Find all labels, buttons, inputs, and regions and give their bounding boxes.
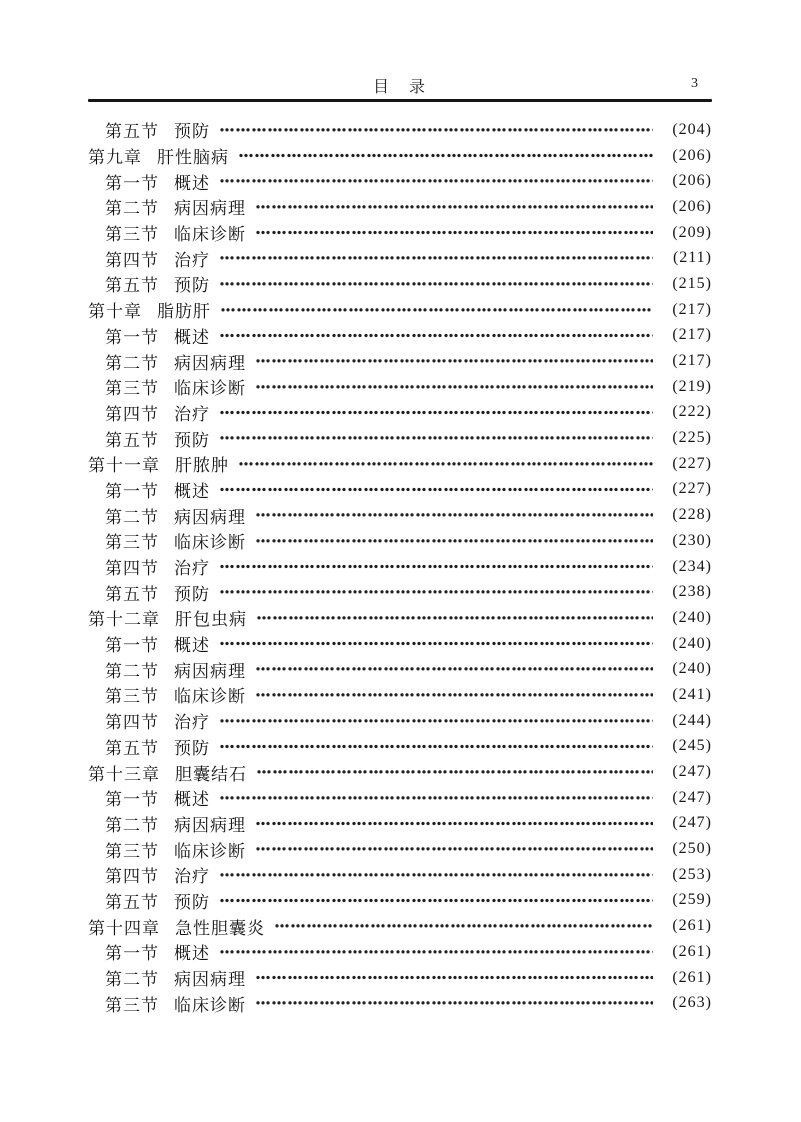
toc-entry-label: 第三节 <box>105 995 159 1015</box>
page-title: 目 录 <box>372 79 427 96</box>
dot-leader <box>255 502 653 528</box>
dot-leader <box>255 836 653 862</box>
toc-entry-title: 临床诊断 <box>174 379 246 399</box>
toc-entry-label: 第二节 <box>105 661 159 681</box>
dot-leader <box>219 271 653 297</box>
toc-entry-label: 第十二章 <box>88 610 160 630</box>
dot-leader <box>219 579 653 605</box>
toc-entry-page: (240) <box>672 608 712 626</box>
toc-entry-title: 预防 <box>174 276 210 296</box>
toc-entry-title: 概述 <box>174 173 210 193</box>
toc-entry-page: (211) <box>672 249 712 267</box>
toc-entry <box>88 785 712 811</box>
toc-entry-page: (261) <box>672 917 712 935</box>
dot-leader <box>219 785 653 811</box>
toc-entry-title: 治疗 <box>174 713 210 733</box>
dot-leader <box>219 425 653 451</box>
toc-entry <box>88 477 712 503</box>
toc-entry <box>88 502 712 528</box>
toc-entry-label: 第二节 <box>105 970 159 990</box>
dot-leader <box>256 759 653 785</box>
toc-entry-page: (225) <box>672 429 712 447</box>
toc-entry-page: (215) <box>672 274 712 292</box>
toc-entry <box>88 143 712 169</box>
dot-leader <box>219 477 653 503</box>
toc-entry-page: (259) <box>672 891 712 909</box>
toc-entry-title: 预防 <box>174 430 210 450</box>
toc-entry-label: 第四节 <box>105 867 159 887</box>
toc-entry <box>88 245 712 271</box>
dot-leader <box>255 528 653 554</box>
dot-leader <box>219 862 653 888</box>
dot-leader <box>219 168 653 194</box>
toc-entry-title: 概述 <box>174 481 210 501</box>
toc-entry-label: 第五节 <box>105 738 159 758</box>
toc-entry <box>88 605 712 631</box>
toc-entry-label: 第一节 <box>105 790 159 810</box>
toc-entry <box>88 682 712 708</box>
toc-entry <box>88 939 712 965</box>
toc-entry-label: 第一节 <box>105 944 159 964</box>
dot-leader <box>238 451 653 477</box>
dot-leader <box>255 656 653 682</box>
toc-entry <box>88 168 712 194</box>
toc-entry-label: 第五节 <box>105 276 159 296</box>
toc-entry-label: 第十一章 <box>88 456 160 476</box>
toc-entry <box>88 836 712 862</box>
dot-leader <box>219 708 653 734</box>
toc-entry-label: 第一节 <box>105 173 159 193</box>
toc-entry-title: 病因病理 <box>174 353 246 373</box>
toc-entry-title: 概述 <box>174 790 210 810</box>
dot-leader <box>219 323 653 349</box>
toc-entry <box>88 734 712 760</box>
toc-entry <box>88 400 712 426</box>
toc-entry-label: 第九章 <box>88 148 142 168</box>
dot-leader <box>219 554 653 580</box>
toc-entry-page: (247) <box>672 763 712 781</box>
toc-entry-page: (250) <box>672 840 712 858</box>
dot-leader <box>219 245 653 271</box>
toc-entry-label: 第一节 <box>105 636 159 656</box>
toc-entry-label: 第四节 <box>105 250 159 270</box>
toc-entry-label: 第四节 <box>105 404 159 424</box>
toc-entry-label: 第四节 <box>105 559 159 579</box>
toc-entry <box>88 528 712 554</box>
toc-entry <box>88 451 712 477</box>
dot-leader <box>219 631 653 657</box>
toc-entry <box>88 579 712 605</box>
toc-entry-page: (240) <box>672 660 712 678</box>
toc-entry-title: 概述 <box>174 636 210 656</box>
dot-leader <box>219 734 653 760</box>
toc-entry-page: (253) <box>672 865 712 883</box>
dot-leader <box>255 374 653 400</box>
toc-entry-label: 第三节 <box>105 225 159 245</box>
toc-entry-page: (206) <box>672 197 712 215</box>
toc-entry-label: 第五节 <box>105 892 159 912</box>
dot-leader <box>219 939 653 965</box>
toc-entry-page: (240) <box>672 634 712 652</box>
toc-entry-page: (228) <box>672 506 712 524</box>
toc-entry <box>88 656 712 682</box>
toc-entry <box>88 348 712 374</box>
toc-entry <box>88 374 712 400</box>
toc-entry-title: 胆囊结石 <box>175 764 247 784</box>
toc-entry-title: 临床诊断 <box>174 995 246 1015</box>
toc-entry-title: 治疗 <box>174 867 210 887</box>
toc-entry-title: 病因病理 <box>174 815 246 835</box>
toc-entry-page: (222) <box>672 403 712 421</box>
toc-entry-title: 肝性脑病 <box>157 148 229 168</box>
toc-entry-title: 临床诊断 <box>174 841 246 861</box>
toc-entry <box>88 220 712 246</box>
toc-entry-page: (217) <box>672 352 712 370</box>
toc-entry <box>88 323 712 349</box>
page-header <box>88 74 712 96</box>
header-rule <box>88 99 712 102</box>
dot-leader <box>255 811 653 837</box>
toc-entry-title: 治疗 <box>174 250 210 270</box>
toc-entry-page: (263) <box>672 994 712 1012</box>
toc-entry-label: 第一节 <box>105 481 159 501</box>
toc-entry-page: (204) <box>672 120 712 138</box>
toc-entry-title: 临床诊断 <box>174 225 246 245</box>
toc-entry <box>88 194 712 220</box>
toc-entry <box>88 990 712 1016</box>
toc-entry-title: 病因病理 <box>174 199 246 219</box>
toc-entry-page: (261) <box>672 942 712 960</box>
toc-entry-title: 预防 <box>174 584 210 604</box>
toc-entry-page: (227) <box>672 480 712 498</box>
dot-leader <box>274 913 653 939</box>
toc-entry-label: 第三节 <box>105 379 159 399</box>
dot-leader <box>255 682 653 708</box>
toc-entry <box>88 631 712 657</box>
toc-entry <box>88 759 712 785</box>
toc-entry <box>88 708 712 734</box>
toc-entry-title: 临床诊断 <box>174 687 246 707</box>
toc-entry-label: 第十章 <box>88 302 142 322</box>
toc-entry-page: (217) <box>672 326 712 344</box>
toc-entry-label: 第十三章 <box>88 764 160 784</box>
toc-entry-page: (234) <box>672 557 712 575</box>
dot-leader <box>255 194 653 220</box>
toc-list <box>88 117 712 1016</box>
toc-entry <box>88 913 712 939</box>
dot-leader <box>219 888 653 914</box>
toc-entry-page: (206) <box>672 172 712 190</box>
toc-entry-label: 第二节 <box>105 815 159 835</box>
toc-entry-page: (227) <box>672 454 712 472</box>
toc-entry-label: 第十四章 <box>88 918 160 938</box>
toc-entry-page: (206) <box>672 146 712 164</box>
toc-entry <box>88 271 712 297</box>
toc-entry-page: (244) <box>672 711 712 729</box>
toc-entry <box>88 117 712 143</box>
toc-entry-title: 急性胆囊炎 <box>175 918 265 938</box>
toc-entry-label: 第二节 <box>105 199 159 219</box>
toc-entry-title: 预防 <box>174 892 210 912</box>
toc-entry-label: 第五节 <box>105 430 159 450</box>
toc-entry-label: 第三节 <box>105 841 159 861</box>
toc-entry-page: (217) <box>672 300 712 318</box>
toc-entry <box>88 965 712 991</box>
toc-entry-label: 第一节 <box>105 327 159 347</box>
dot-leader <box>256 605 653 631</box>
toc-entry <box>88 554 712 580</box>
toc-entry-title: 治疗 <box>174 404 210 424</box>
toc-entry-label: 第四节 <box>105 713 159 733</box>
toc-entry-page: (247) <box>672 814 712 832</box>
toc-entry-label: 第二节 <box>105 507 159 527</box>
toc-entry-label: 第三节 <box>105 533 159 553</box>
toc-entry-label: 第五节 <box>105 122 159 142</box>
page-number: 3 <box>691 76 698 91</box>
toc-entry <box>88 888 712 914</box>
toc-entry-title: 预防 <box>174 738 210 758</box>
toc-entry-title: 肝包虫病 <box>175 610 247 630</box>
toc-entry-title: 病因病理 <box>174 970 246 990</box>
toc-entry-page: (261) <box>672 968 712 986</box>
toc-entry-page: (219) <box>672 377 712 395</box>
toc-entry-label: 第五节 <box>105 584 159 604</box>
toc-entry-page: (238) <box>672 583 712 601</box>
toc-entry-title: 临床诊断 <box>174 533 246 553</box>
toc-entry <box>88 425 712 451</box>
dot-leader <box>219 400 653 426</box>
dot-leader <box>220 297 653 323</box>
toc-entry <box>88 862 712 888</box>
toc-entry-title: 肝脓肿 <box>175 456 229 476</box>
toc-entry-page: (209) <box>672 223 712 241</box>
dot-leader <box>255 220 653 246</box>
toc-entry-title: 概述 <box>174 944 210 964</box>
toc-entry-page: (245) <box>672 737 712 755</box>
dot-leader <box>238 143 653 169</box>
toc-entry-page: (230) <box>672 531 712 549</box>
toc-entry-label: 第三节 <box>105 687 159 707</box>
dot-leader <box>255 348 653 374</box>
toc-entry-title: 脂肪肝 <box>157 302 211 322</box>
toc-entry-title: 病因病理 <box>174 507 246 527</box>
toc-entry-page: (247) <box>672 788 712 806</box>
dot-leader <box>219 117 653 143</box>
toc-entry-label: 第二节 <box>105 353 159 373</box>
toc-entry-page: (241) <box>672 685 712 703</box>
dot-leader <box>255 990 653 1016</box>
toc-entry-title: 病因病理 <box>174 661 246 681</box>
toc-entry-title: 预防 <box>174 122 210 142</box>
toc-entry <box>88 297 712 323</box>
toc-entry <box>88 811 712 837</box>
toc-entry-title: 治疗 <box>174 559 210 579</box>
dot-leader <box>255 965 653 991</box>
toc-entry-title: 概述 <box>174 327 210 347</box>
